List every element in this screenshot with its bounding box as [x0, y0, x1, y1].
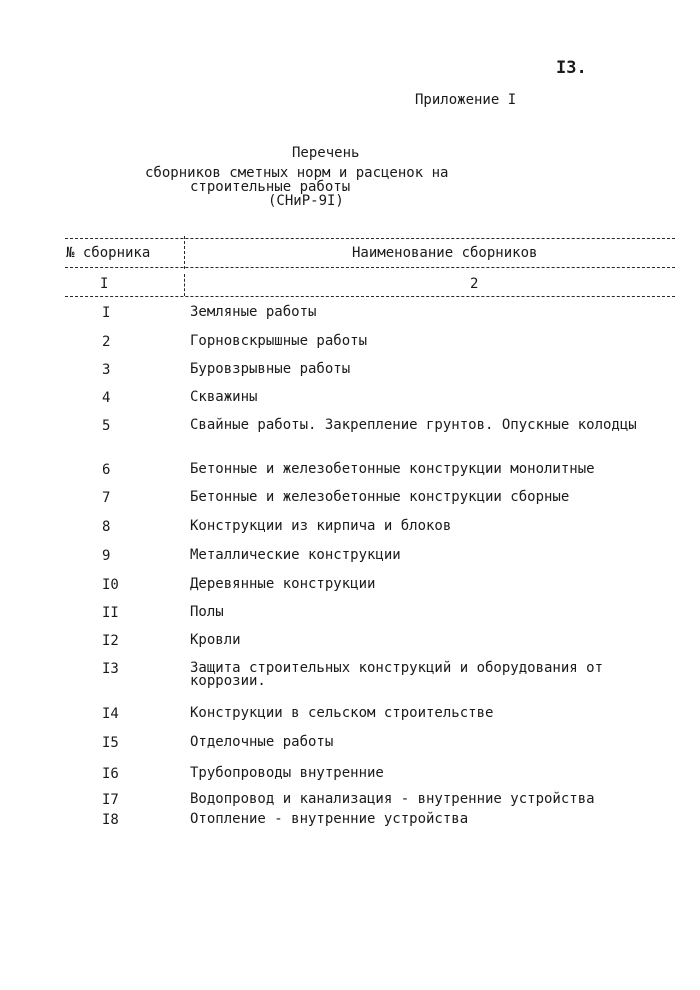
row-number: 8 — [102, 519, 111, 535]
row-name: Полы — [190, 604, 224, 620]
row-name: Деревянные конструкции — [190, 576, 376, 592]
row-number: 4 — [102, 390, 111, 406]
row-number: I7 — [102, 792, 119, 808]
row-number: I5 — [102, 735, 119, 751]
title-line-4: (СНиР-9I) — [268, 193, 344, 209]
table-row — [0, 813, 700, 835]
row-name: Конструкции в сельском строительстве — [190, 705, 494, 721]
header-number-column: № сборника — [66, 245, 151, 261]
table-row — [0, 419, 700, 463]
row-number: 7 — [102, 490, 111, 506]
row-number: I4 — [102, 706, 119, 722]
row-name: Конструкции из кирпича и блоков — [190, 518, 452, 534]
row-name: Трубопроводы внутренние — [190, 765, 384, 781]
row-name: Металлические конструкции — [190, 547, 401, 563]
row-number: 6 — [102, 462, 111, 478]
table-row — [0, 793, 700, 813]
table-row — [0, 363, 700, 391]
title-line-2: сборников сметных норм и расценок на — [145, 165, 449, 181]
table-row — [0, 634, 700, 662]
table-row — [0, 391, 700, 419]
row-number: I8 — [102, 812, 119, 828]
row-name: Скважины — [190, 389, 258, 405]
page-number: I3. — [556, 58, 587, 78]
row-number: 9 — [102, 548, 111, 564]
row-name: Отопление - внутренние устройства — [190, 811, 469, 827]
table-body — [0, 306, 700, 835]
table-row — [0, 578, 700, 606]
header-name-column: Наименование сборников — [352, 245, 538, 261]
row-name: Бетонные и железобетонные конструкции сборные — [190, 489, 570, 505]
row-name: Кровли — [190, 632, 241, 648]
row-name: Буровзрывные работы — [190, 361, 351, 377]
table-row — [0, 767, 700, 793]
table-row — [0, 491, 700, 520]
table-row — [0, 335, 700, 363]
column-number-1: I — [100, 276, 109, 292]
table-colnum-divider — [184, 274, 185, 296]
row-name: Земляные работы — [190, 304, 317, 320]
title-line-3: строительные работы — [190, 179, 351, 195]
title-heading: Перечень — [292, 145, 360, 161]
row-name: Бетонные и железобетонные конструкции монолитные — [190, 461, 595, 477]
row-number: 5 — [102, 418, 111, 434]
table-row — [0, 549, 700, 578]
row-number: I2 — [102, 633, 119, 649]
row-name: Водопровод и канализация - внутренние устройства — [190, 791, 595, 807]
row-name: Свайные работы. Закрепление грунтов. Опускные колодцы — [190, 417, 637, 433]
row-name: Горновскрышные работы — [190, 333, 368, 349]
row-number: I — [102, 305, 111, 321]
row-number: I6 — [102, 766, 119, 782]
row-name: Отделочные работы — [190, 734, 334, 750]
column-number-2: 2 — [470, 276, 479, 292]
table-header-divider — [184, 236, 185, 269]
row-number: 3 — [102, 362, 111, 378]
row-number: I0 — [102, 577, 119, 593]
table-row — [0, 606, 700, 634]
row-number: I3 — [102, 661, 119, 677]
table-row — [0, 707, 700, 736]
row-number: II — [102, 605, 119, 621]
row-number: 2 — [102, 334, 111, 350]
table-row — [0, 662, 700, 707]
table-row — [0, 463, 700, 491]
row-name: Защита строительных конструкций и оборудования от коррозии. — [190, 660, 604, 689]
table-row — [0, 520, 700, 549]
table-row — [0, 306, 700, 335]
table-header-rule — [65, 267, 675, 268]
appendix-label: Приложение I — [415, 92, 517, 108]
table-top-rule — [65, 238, 675, 239]
table-row — [0, 736, 700, 767]
table-colnum-rule — [65, 296, 675, 297]
